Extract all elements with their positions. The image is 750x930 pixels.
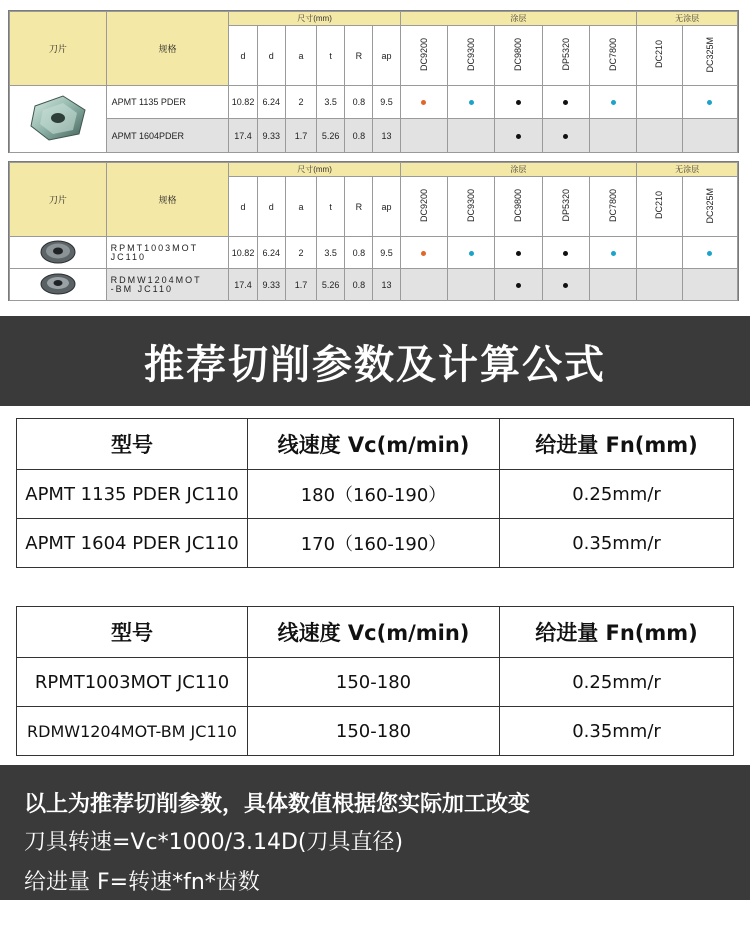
dim-cell: 3.5 bbox=[317, 86, 345, 119]
dim-cell: 6.24 bbox=[257, 237, 285, 269]
insert-image-rdmw bbox=[10, 269, 107, 301]
mark-cell bbox=[589, 237, 636, 269]
dim-cell: 5.26 bbox=[317, 269, 345, 301]
mark-cell bbox=[589, 86, 636, 119]
formula-feed: 给进量 F=转速*fn*齿数 bbox=[24, 870, 260, 895]
model-rdmw1204 bbox=[106, 269, 229, 301]
recommend-table-1 bbox=[16, 418, 734, 568]
table-row bbox=[10, 86, 738, 119]
col-d1: d bbox=[229, 26, 257, 86]
col-a: a bbox=[285, 26, 316, 86]
dim-cell: 9.5 bbox=[373, 86, 400, 119]
cell-speed: 170（160-190） bbox=[248, 519, 500, 568]
model-apmt1604: APMT 1604PDER bbox=[106, 119, 229, 153]
footer-note: 以上为推荐切削参数，具体数值根据您实际加工改变 bbox=[24, 792, 531, 817]
mark-cell bbox=[637, 119, 682, 153]
col-d2: d bbox=[257, 177, 285, 237]
dim-cell: 0.8 bbox=[345, 86, 373, 119]
table-row bbox=[10, 237, 738, 269]
header-blade: 刀片 bbox=[10, 12, 107, 86]
col-ap: ap bbox=[373, 26, 400, 86]
mark-cell bbox=[447, 269, 494, 301]
mark-cell bbox=[495, 86, 542, 119]
col-dp5320: DP5320 bbox=[560, 38, 571, 71]
mark-cell bbox=[637, 237, 682, 269]
model-line: RDMW1204MOT bbox=[110, 274, 202, 285]
black-dot-icon bbox=[563, 251, 568, 256]
blue-dot-icon bbox=[611, 100, 616, 105]
dim-cell: 9.5 bbox=[373, 237, 400, 269]
cell-feed: 0.35mm/r bbox=[500, 519, 734, 568]
black-dot-icon bbox=[563, 134, 568, 139]
dim-cell: 0.8 bbox=[345, 119, 373, 153]
col-dc325m: DC325M bbox=[704, 36, 715, 73]
cell-speed: 150-180 bbox=[248, 707, 500, 756]
insert-image-rpmt bbox=[10, 237, 107, 269]
col-t: t bbox=[317, 177, 345, 237]
mark-cell bbox=[495, 237, 542, 269]
mark-cell bbox=[447, 237, 494, 269]
mark-cell bbox=[542, 86, 589, 119]
mark-cell bbox=[495, 119, 542, 153]
blue-dot-icon bbox=[707, 100, 712, 105]
mark-cell bbox=[542, 237, 589, 269]
dim-cell: 1.7 bbox=[285, 269, 316, 301]
header-uncoated: 无涂层 bbox=[637, 163, 738, 177]
dim-cell: 2 bbox=[285, 86, 316, 119]
header-speed: 线速度 Vc(m/min) bbox=[248, 607, 500, 658]
mark-cell bbox=[682, 237, 737, 269]
col-a: a bbox=[285, 177, 316, 237]
formula-footer bbox=[0, 765, 750, 900]
mark-cell bbox=[589, 269, 636, 301]
cell-feed: 0.25mm/r bbox=[500, 470, 734, 519]
header-dimensions: 尺寸(mm) bbox=[229, 12, 400, 26]
header-feed: 给进量 Fn(mm) bbox=[500, 607, 734, 658]
col-dc9200: DC9200 bbox=[418, 188, 429, 223]
col-dc9300: DC9300 bbox=[466, 188, 477, 223]
dim-cell: 10.82 bbox=[229, 237, 257, 269]
header-feed: 给进量 Fn(mm) bbox=[500, 419, 734, 470]
mark-cell bbox=[682, 86, 737, 119]
col-dc9200: DC9200 bbox=[418, 37, 429, 72]
recommend-table-2 bbox=[16, 606, 734, 756]
cell-speed: 150-180 bbox=[248, 658, 500, 707]
cell-speed: 180（160-190） bbox=[248, 470, 500, 519]
header-dimensions: 尺寸(mm) bbox=[229, 163, 400, 177]
table-row bbox=[17, 707, 734, 756]
mark-cell bbox=[682, 269, 737, 301]
black-dot-icon bbox=[516, 134, 521, 139]
col-ap: ap bbox=[373, 177, 400, 237]
orange-dot-icon bbox=[421, 251, 426, 256]
model-line: JC110 bbox=[110, 251, 146, 262]
mark-cell bbox=[542, 119, 589, 153]
table-row bbox=[17, 658, 734, 707]
table-row bbox=[17, 519, 734, 568]
model-apmt1135: APMT 1135 PDER bbox=[106, 86, 229, 119]
cell-feed: 0.35mm/r bbox=[500, 707, 734, 756]
table-row bbox=[10, 269, 738, 301]
dim-cell: 0.8 bbox=[345, 237, 373, 269]
mark-cell bbox=[447, 119, 494, 153]
black-dot-icon bbox=[516, 251, 521, 256]
cell-feed: 0.25mm/r bbox=[500, 658, 734, 707]
dim-cell: 13 bbox=[373, 269, 400, 301]
dim-cell: 9.33 bbox=[257, 269, 285, 301]
header-spec: 规格 bbox=[106, 12, 229, 86]
banner-title: 推荐切削参数及计算公式 bbox=[144, 341, 606, 388]
col-d1: d bbox=[229, 177, 257, 237]
dim-cell: 17.4 bbox=[229, 269, 257, 301]
col-dp5320: DP5320 bbox=[560, 189, 571, 222]
col-dc210: DC210 bbox=[654, 40, 665, 69]
cell-model: APMT 1135 PDER JC110 bbox=[17, 470, 248, 519]
header-model: 型号 bbox=[17, 607, 248, 658]
mark-cell bbox=[400, 269, 447, 301]
col-r: R bbox=[345, 26, 373, 86]
dim-cell: 2 bbox=[285, 237, 316, 269]
header-model: 型号 bbox=[17, 419, 248, 470]
mark-cell bbox=[542, 269, 589, 301]
spec-table-1 bbox=[8, 10, 739, 153]
table-row bbox=[17, 470, 734, 519]
header-spec: 规格 bbox=[106, 163, 229, 237]
col-t: t bbox=[317, 26, 345, 86]
header-uncoated: 无涂层 bbox=[637, 12, 738, 26]
blue-dot-icon bbox=[469, 251, 474, 256]
col-dc7800: DC7800 bbox=[608, 188, 619, 223]
dim-cell: 0.8 bbox=[345, 269, 373, 301]
dim-cell: 10.82 bbox=[229, 86, 257, 119]
blue-dot-icon bbox=[469, 100, 474, 105]
spec-table-2 bbox=[8, 161, 739, 301]
blue-dot-icon bbox=[611, 251, 616, 256]
formula-speed: 刀具转速=Vc*1000/3.14D(刀具直径) bbox=[24, 830, 404, 855]
col-dc210: DC210 bbox=[654, 191, 665, 220]
mark-cell bbox=[400, 86, 447, 119]
mark-cell bbox=[637, 86, 682, 119]
cell-model: RPMT1003MOT JC110 bbox=[17, 658, 248, 707]
dim-cell: 6.24 bbox=[257, 86, 285, 119]
black-dot-icon bbox=[563, 283, 568, 288]
mark-cell bbox=[682, 119, 737, 153]
model-line: -BM JC110 bbox=[110, 283, 173, 294]
black-dot-icon bbox=[563, 100, 568, 105]
model-line: RPMT1003MOT bbox=[110, 242, 199, 253]
cell-model: RDMW1204MOT-BM JC110 bbox=[17, 707, 248, 756]
dim-cell: 5.26 bbox=[317, 119, 345, 153]
col-dc9800: DC9800 bbox=[513, 37, 524, 72]
mark-cell bbox=[400, 237, 447, 269]
header-coated: 涂层 bbox=[400, 12, 637, 26]
col-r: R bbox=[345, 177, 373, 237]
mark-cell bbox=[495, 269, 542, 301]
mark-cell bbox=[637, 269, 682, 301]
dim-cell: 17.4 bbox=[229, 119, 257, 153]
cell-model: APMT 1604 PDER JC110 bbox=[17, 519, 248, 568]
blue-dot-icon bbox=[707, 251, 712, 256]
header-coated: 涂层 bbox=[400, 163, 637, 177]
col-dc9300: DC9300 bbox=[466, 37, 477, 72]
dim-cell: 9.33 bbox=[257, 119, 285, 153]
col-dc325m: DC325M bbox=[704, 187, 715, 224]
mark-cell bbox=[400, 119, 447, 153]
insert-image-apmt bbox=[10, 86, 107, 153]
orange-dot-icon bbox=[421, 100, 426, 105]
header-speed: 线速度 Vc(m/min) bbox=[248, 419, 500, 470]
section-banner bbox=[0, 316, 750, 406]
col-dc7800: DC7800 bbox=[608, 37, 619, 72]
dim-cell: 1.7 bbox=[285, 119, 316, 153]
mark-cell bbox=[589, 119, 636, 153]
col-dc9800: DC9800 bbox=[513, 188, 524, 223]
header-blade: 刀片 bbox=[10, 163, 107, 237]
dim-cell: 3.5 bbox=[317, 237, 345, 269]
col-d2: d bbox=[257, 26, 285, 86]
black-dot-icon bbox=[516, 283, 521, 288]
black-dot-icon bbox=[516, 100, 521, 105]
model-rpmt1003 bbox=[106, 237, 229, 269]
mark-cell bbox=[447, 86, 494, 119]
table-row bbox=[10, 119, 738, 153]
dim-cell: 13 bbox=[373, 119, 400, 153]
